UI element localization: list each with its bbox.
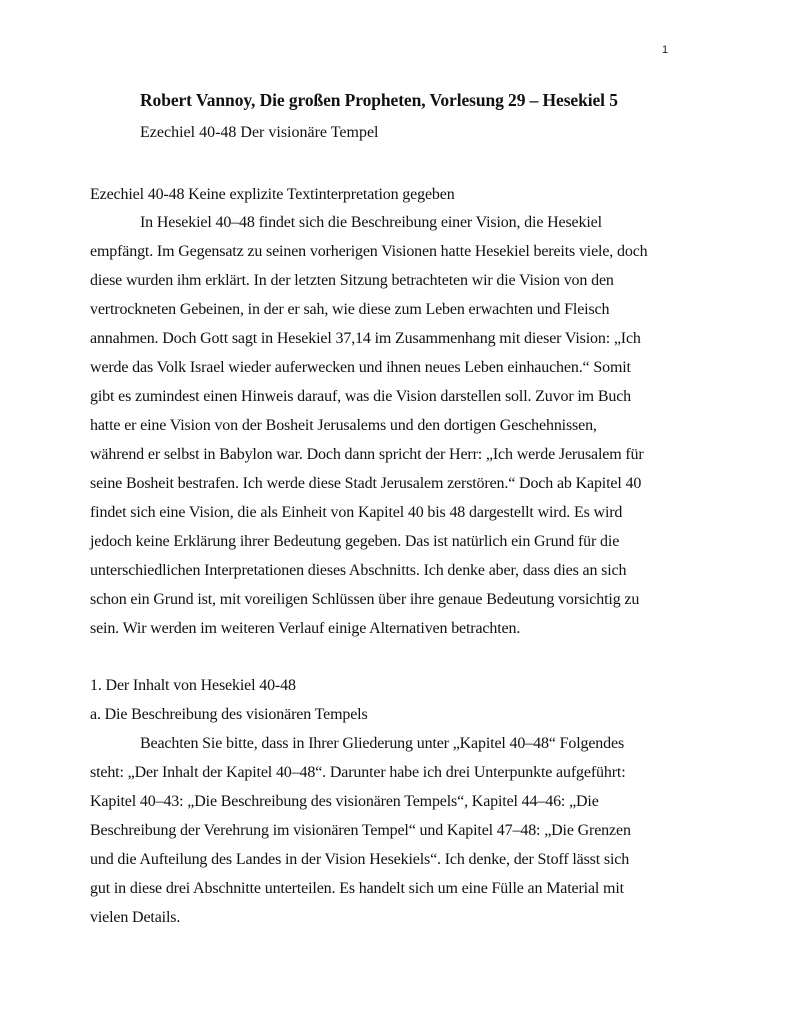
paragraph-line: Kapitel 40–43: „Die Beschreibung des visionären Tempels“, Kapitel 44–46: „Die — [90, 793, 599, 810]
paragraph-line: vertrockneten Gebeinen, in der er sah, wie diese zum Leben erwachten und Fleisch — [90, 301, 610, 318]
paragraph-line: empfängt. Im Gegensatz zu seinen vorherigen Visionen hatte Hesekiel bereits viele, doch — [90, 243, 648, 260]
paragraph-line: gut in diese drei Abschnitte unterteilen. Es handelt sich um eine Fülle an Material mit — [90, 880, 624, 897]
paragraph-line: gibt es zumindest einen Hinweis darauf, was die Vision darstellen soll. Zuvor im Buch — [90, 388, 632, 405]
paragraph-line: unterschiedlichen Interpretationen dieses Abschnitts. Ich denke aber, dass dies an sich — [90, 562, 627, 579]
paragraph-line: In Hesekiel 40–48 findet sich die Beschreibung einer Vision, die Hesekiel — [140, 214, 602, 231]
document-title: Robert Vannoy, Die großen Propheten, Vorlesung 29 – Hesekiel 5 — [140, 90, 618, 110]
paragraph-line: schon ein Grund ist, mit voreiligen Schlüssen über ihre genaue Bedeutung vorsichtig zu — [90, 591, 640, 608]
paragraph-line: Beachten Sie bitte, dass in Ihrer Gliederung unter „Kapitel 40–48“ Folgendes — [140, 735, 625, 752]
paragraph-line: sein. Wir werden im weiteren Verlauf einige Alternativen betrachten. — [90, 620, 521, 637]
paragraph-line: steht: „Der Inhalt der Kapitel 40–48“. Darunter habe ich drei Unterpunkte aufgeführt: — [90, 764, 626, 781]
paragraph-line: jedoch keine Erklärung ihrer Bedeutung gegeben. Das ist natürlich ein Grund für die — [90, 533, 620, 550]
paragraph-line: hatte er eine Vision von der Bosheit Jerusalems und den dortigen Geschehnissen, — [90, 417, 597, 434]
paragraph-line: und die Aufteilung des Landes in der Vision Hesekiels“. Ich denke, der Stoff lässt sich — [90, 851, 630, 868]
section-2-subheading: a. Die Beschreibung des visionären Tempels — [90, 706, 368, 723]
document-subtitle: Ezechiel 40-48 Der visionäre Tempel — [140, 124, 379, 141]
paragraph-line: Beschreibung der Verehrung im visionären Tempel“ und Kapitel 47–48: „Die Grenzen — [90, 822, 631, 839]
paragraph-line: diese wurden ihm erklärt. In der letzten Sitzung betrachteten wir die Vision von den — [90, 272, 614, 289]
paragraph-line: werde das Volk Israel wieder auferwecken und ihnen neues Leben einhauchen.“ Somit — [90, 359, 631, 376]
section-2-heading: 1. Der Inhalt von Hesekiel 40-48 — [90, 677, 296, 694]
paragraph-line: vielen Details. — [90, 909, 181, 926]
paragraph-line: annahmen. Doch Gott sagt in Hesekiel 37,14 im Zusammenhang mit dieser Vision: „Ich — [90, 330, 641, 347]
paragraph-line: während er selbst in Babylon war. Doch dann spricht der Herr: „Ich werde Jerusalem für — [90, 446, 644, 463]
section-heading: Ezechiel 40-48 Keine explizite Textinterpretation gegeben — [90, 186, 455, 203]
paragraph-line: seine Bosheit bestrafen. Ich werde diese Stadt Jerusalem zerstören.“ Doch ab Kapitel 40 — [90, 475, 642, 492]
page-number: 1 — [662, 44, 669, 56]
paragraph-line: findet sich eine Vision, die als Einheit von Kapitel 40 bis 48 dargestellt wird. Es wird — [90, 504, 623, 521]
